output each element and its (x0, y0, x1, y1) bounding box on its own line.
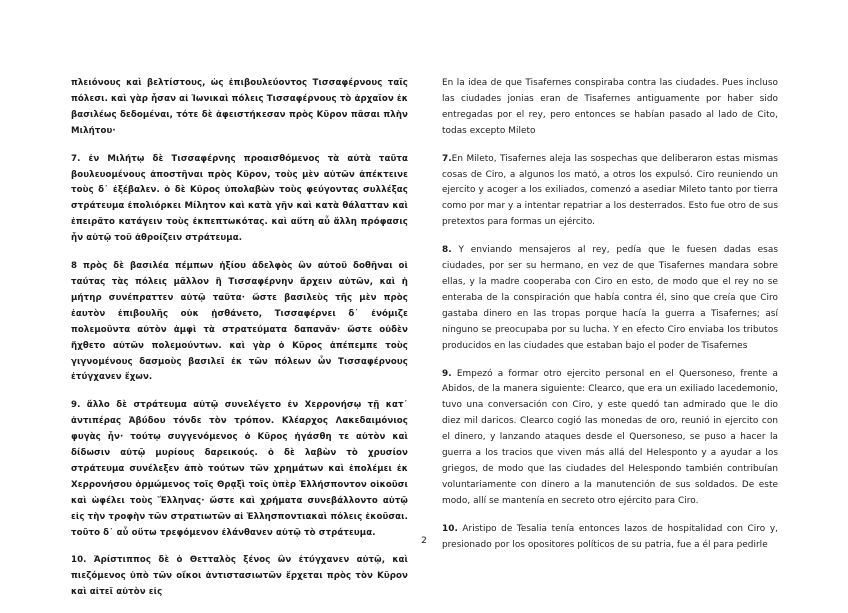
spanish-text-column (442, 76, 778, 565)
greek-text-column (71, 76, 408, 613)
greek-paragraph-8 (71, 259, 408, 386)
greek-paragraph-text: ἄλλο δὲ στράτευμα αὐτῷ συνελέγετο ἐν Χερρονήσῳ τῇ κατ᾽ ἀντιπέρας Ἀβύδου τόνδε τὸν τρόπον. Κλέαρχος Λακεδαιμόνιος φυγὰς ἦν· τούτῳ συγγενόμενος ὁ Κῦρος ἠγάσθη τε αὐτὸν καὶ δίδωσιν αὐτῷ μυρίους δαρεικούς. ὁ δὲ λαβὼν τὸ χρυσίον στράτευμα συνέλεξεν ἀπὸ τούτων τῶν χρημάτων καὶ ἐπολέμει ἐκ Χερρονήσου ὁρμώμενος τοῖς Θρᾳξὶ τοῖς ὑπὲρ Ἑλλήσποντον οἰκοῦσι καὶ ὠφέλει τοὺς Ἕλληνας· ὥστε καὶ χρήματα συνεβάλλοντο αὐτῷ εἰς τὴν τροφὴν τῶν στρατιωτῶν αἱ Ἑλλησποντιακαὶ πόλεις ἑκοῦσαι. τοῦτο δ᾽ αὖ οὕτω τρεφόμενον ἐλάνθανεν αὐτῷ τὸ στράτευμα. (71, 400, 408, 538)
paragraph-number: 10 (71, 555, 84, 566)
spanish-paragraph-9 (442, 367, 778, 510)
greek-paragraph-text: . Ἀρίστιππος δὲ ὁ Θετταλὸς ξένος ὢν ἐτύγχανεν αὐτῷ, καὶ πιεζόμενος ὑπὸ τῶν οἴκοι ἀντιστασιωτῶν ἔρχεται πρὸς τὸν Κῦρον καὶ αἰτεῖ αὐτὸν εἰς (71, 555, 408, 598)
page-number: 2 (421, 536, 427, 546)
paragraph-number: 8. (442, 245, 452, 256)
greek-paragraph-text: πρὸς δὲ βασιλέα πέμπων ἠξίου ἀδελφὸς ὢν αὐτοῦ δοθῆναι οἱ ταύτας τὰς πόλεις μᾶλλον ἢ Τισσαφέρνην ἄρχειν αὐτῶν, καὶ ἡ μήτηρ συνέπραττεν αὐτῷ ταῦτα· ὥστε βασιλεὺς τῆς μὲν πρὸς ἑαυτὸν ἐπιβουλῆς οὐκ ᾐσθάνετο, Τισσαφέρνει δ᾽ ἐνόμιζε πολεμοῦντα αὐτὸν ἀμφὶ τὰ στρατεύματα δαπανᾶν· ὥστε οὐδὲν ἤχθετο αὐτῶν πολεμούντων. καὶ γὰρ ὁ Κῦρος ἀπέπεμπε τοὺς γιγνομένους δασμοὺς βασιλεῖ ἐκ τῶν πόλεων ὧν Τισσαφέρνους ἐτύγχανεν ἔχων. (71, 261, 408, 383)
greek-paragraph-10 (71, 553, 408, 601)
spanish-paragraph-6 (442, 76, 778, 140)
greek-paragraph-7 (71, 152, 408, 247)
paragraph-number: 7. (71, 153, 81, 164)
spanish-paragraph-text: En la idea de que Tisafernes conspiraba contra las ciudades. Pues incluso las ciudades jonias eran de Tisafernes antiguamente por haber sido entregadas por el rey, pero entonces se habían pasado al lado de Cito, todas excepto Mileto (442, 78, 778, 136)
greek-paragraph-9 (71, 398, 408, 541)
spanish-paragraph-8 (442, 243, 778, 354)
spanish-paragraph-7 (442, 152, 778, 232)
paragraph-number: 10. (442, 523, 458, 534)
paragraph-number: 9. (442, 368, 452, 379)
spanish-paragraph-text: Aristipo de Tesalia tenía entonces lazos de hospitalidad con Ciro y, presionado por los opositores políticos de su patria, fue a él para pedirle (442, 523, 778, 550)
spanish-paragraph-text: Empezó a formar otro ejercito personal en el Quersoneso, frente a Abidos, de la manera siguiente: Clearco, que era un exiliado lacedemonio, tuvo una conversación con Ciro, y este quedó tan admirado que le dio diez mil daricos. Clearco cogió las monedas de oro, reunió in ejercito con el dinero, y lanzando ataques desde el Quersoneso, se puso a hacer la guerra a los tracios que viven más allá del Helesponto y a ayudar a los griegos, de modo que las ciudades del Helespondo también contribuían voluntariamente con dinero a la manutención de sus soldados. De este modo, allí se mantenía en secreto otro ejército para Ciro. (442, 368, 778, 506)
greek-paragraph-text: ἐν Μιλήτῳ δὲ Τισσαφέρνης προαισθόμενος τὰ αὐτὰ ταῦτα βουλευομένους ἀποστῆναι πρὸς Κῦρον, τοὺς μὲν αὐτῶν ἀπέκτεινε τοὺς δ᾽ ἐξέβαλεν. ὁ δὲ Κῦρος ὑπολαβὼν τοὺς φεύγοντας συλλέξας στράτευμα ἐπολιόρκει Μίλητον καὶ κατὰ γῆν καὶ κατὰ θάλατταν καὶ ἐπειρᾶτο κατάγειν τοὺς ἐκπεπτωκότας. καὶ αὕτη αὖ ἄλλη πρόφασις ἦν αὐτῷ τοῦ ἀθροίζειν στράτευμα. (71, 153, 408, 244)
paragraph-number: 7. (442, 153, 452, 164)
greek-paragraph-6 (71, 76, 408, 140)
paragraph-number: 9. (71, 400, 81, 411)
greek-paragraph-text: πλειόνους καὶ βελτίστους, ὡς ἐπιβουλεύοντος Τισσαφέρνους ταῖς πόλεσι. καὶ γὰρ ἦσαν αἱ Ἰωνικαὶ πόλεις Τισσαφέρνους τὸ ἀρχαῖον ἐκ βασιλέως δεδομέναι, τότε δὲ ἀφειστήκεσαν πρὸς Κῦρον πᾶσαι πλὴν Μιλήτου· (71, 78, 408, 136)
spanish-paragraph-text: En Mileto, Tisafernes aleja las sospechas que deliberaron estas mismas cosas de Ciro, a algunos los mató, a otros los expulsó. Ciro reuniendo un ejercito y acoger a los exiliados, comenzó a asediar Mileto tanto por tierra como por mar y a intentar repatriar a los desterrados. Esto fue otro de sus pretextos para formas un ejército. (442, 153, 778, 228)
spanish-paragraph-text: Y enviando mensajeros al rey, pedía que le fuesen dadas esas ciudades, por ser su hermano, en vez de que Tisafernes mandara sobre ellas, y la madre cooperaba con Ciro en esto, de modo que el rey no se enteraba de la conspiración que había contra él, sino que creía que Ciro gastaba dinero en las tropas porque hacía la guerra a Tisafernes; así ninguno se preocupaba por su lucha. Y en efecto Ciro enviaba los tributos producidos en las ciudades que estaban bajo el poder de Tisafernes (442, 245, 778, 351)
paragraph-number: 8 (71, 261, 78, 272)
